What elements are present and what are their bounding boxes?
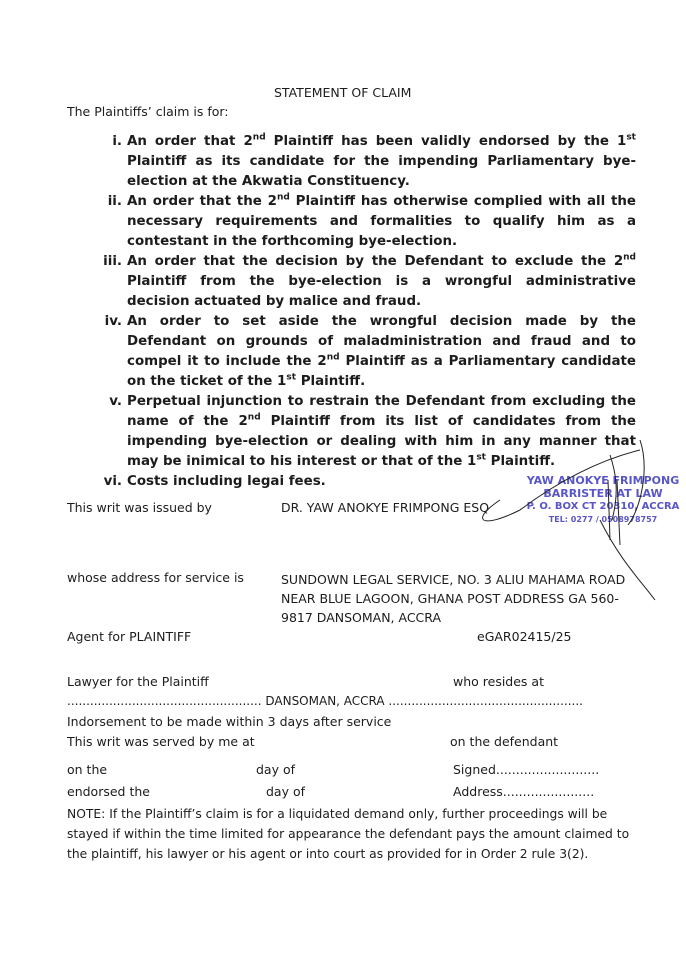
on-defendant-label: on the defendant — [450, 734, 559, 749]
claim-text: Perpetual injunction to restrain the Defendant from excluding the name of the 2nd Plaintiff from its list of candidates from the impending bye-election or dealing with him in any manner that may be inimical to his interest or that of the 1st Plaintiff. — [127, 394, 637, 469]
claim-number: iv. — [104, 314, 122, 329]
stamp-line: TEL: 0277 / 0508978757 — [548, 515, 658, 524]
indorsement-note: Indorsement to be made within 3 days after service — [67, 714, 392, 729]
lawyer-stamp — [520, 474, 686, 526]
lawyer-label: Lawyer for the Plaintiff — [67, 674, 209, 689]
endorsed-the-label: endorsed the — [67, 784, 150, 799]
stamp-line: BARRISTER AT LAW — [543, 487, 663, 500]
address-field: Address....................... — [453, 784, 595, 799]
address-label: whose address for service is — [67, 570, 244, 585]
address-line: SUNDOWN LEGAL SERVICE, NO. 3 ALIU MAHAMA ROAD — [281, 572, 626, 587]
stamp-line: YAW ANOKYE FRIMPONG — [526, 474, 680, 487]
served-label: This writ was served by me at — [67, 734, 255, 749]
day-of-label: day of — [256, 762, 296, 777]
on-the-label: on the — [67, 762, 108, 777]
day-of-label: day of — [266, 784, 306, 799]
address-line: NEAR BLUE LAGOON, GHANA POST ADDRESS GA 560- — [281, 591, 619, 606]
claim-number: iii. — [103, 254, 122, 269]
claim-text: Costs including legai fees. — [127, 474, 326, 489]
signed-field: Signed.......................... — [453, 762, 600, 777]
claim-number: v. — [109, 394, 122, 409]
residence-line: ................................................... DANSOMAN, ACCRA ................................................... — [67, 694, 583, 708]
claim-text: An order to set aside the wrongful decision made by the Defendant on grounds of maladministration and fraud and to compel it to include the 2nd Plaintiff as a Parliamentary candidate on the ticket of the 1st Plaintiff. — [127, 314, 637, 389]
note-line: NOTE: If the Plaintiff’s claim is for a liquidated demand only, further proceedings will be — [67, 807, 608, 821]
claim-text: An order that the 2nd Plaintiff has otherwise complied with all the necessary requirements and formalities to qualify him as a contestant in the forthcoming bye-election. — [127, 192, 636, 249]
issued-by-value: DR. YAW ANOKYE FRIMPONG ESQ — [281, 500, 490, 515]
claim-item — [96, 132, 636, 192]
note-block — [67, 804, 629, 864]
address-line: 9817 DANSOMAN, ACCRA — [281, 610, 442, 625]
note-line: stayed if within the time limited for appearance the defendant pays the amount claimed to — [67, 827, 630, 841]
claim-number: ii. — [107, 194, 122, 209]
claim-item — [96, 312, 636, 392]
claim-intro: The Plaintiffs’ claim is for: — [67, 104, 229, 119]
agent-label: Agent for PLAINTIFF — [67, 629, 192, 644]
address-block — [281, 570, 625, 627]
note-line: the plaintiff, his lawyer or his agent or into court as provided for in Order 2 rule 3(2). — [67, 847, 589, 861]
stamp-line: P. O. BOX CT 20310, ACCRA — [526, 501, 680, 512]
page-title: STATEMENT OF CLAIM — [274, 85, 412, 100]
claim-item — [96, 192, 636, 252]
claims-list — [96, 132, 636, 492]
claim-number: i. — [112, 134, 122, 149]
resides-label: who resides at — [453, 674, 544, 689]
claim-number: vi. — [103, 474, 122, 489]
claim-item — [96, 392, 636, 472]
claim-text: An order that the decision by the Defendant to exclude the 2nd Plaintiff from the bye-election is a wrongful administrative decision actuated by malice and fraud. — [127, 252, 636, 309]
issued-by-label: This writ was issued by — [67, 500, 212, 515]
claim-text: An order that 2nd Plaintiff has been validly endorsed by the 1st Plaintiff as its candidate for the impending Parliamentary bye-election at the Akwatia Constituency. — [127, 132, 636, 189]
reference-number: eGAR02415/25 — [477, 629, 572, 644]
claim-item — [96, 252, 636, 312]
